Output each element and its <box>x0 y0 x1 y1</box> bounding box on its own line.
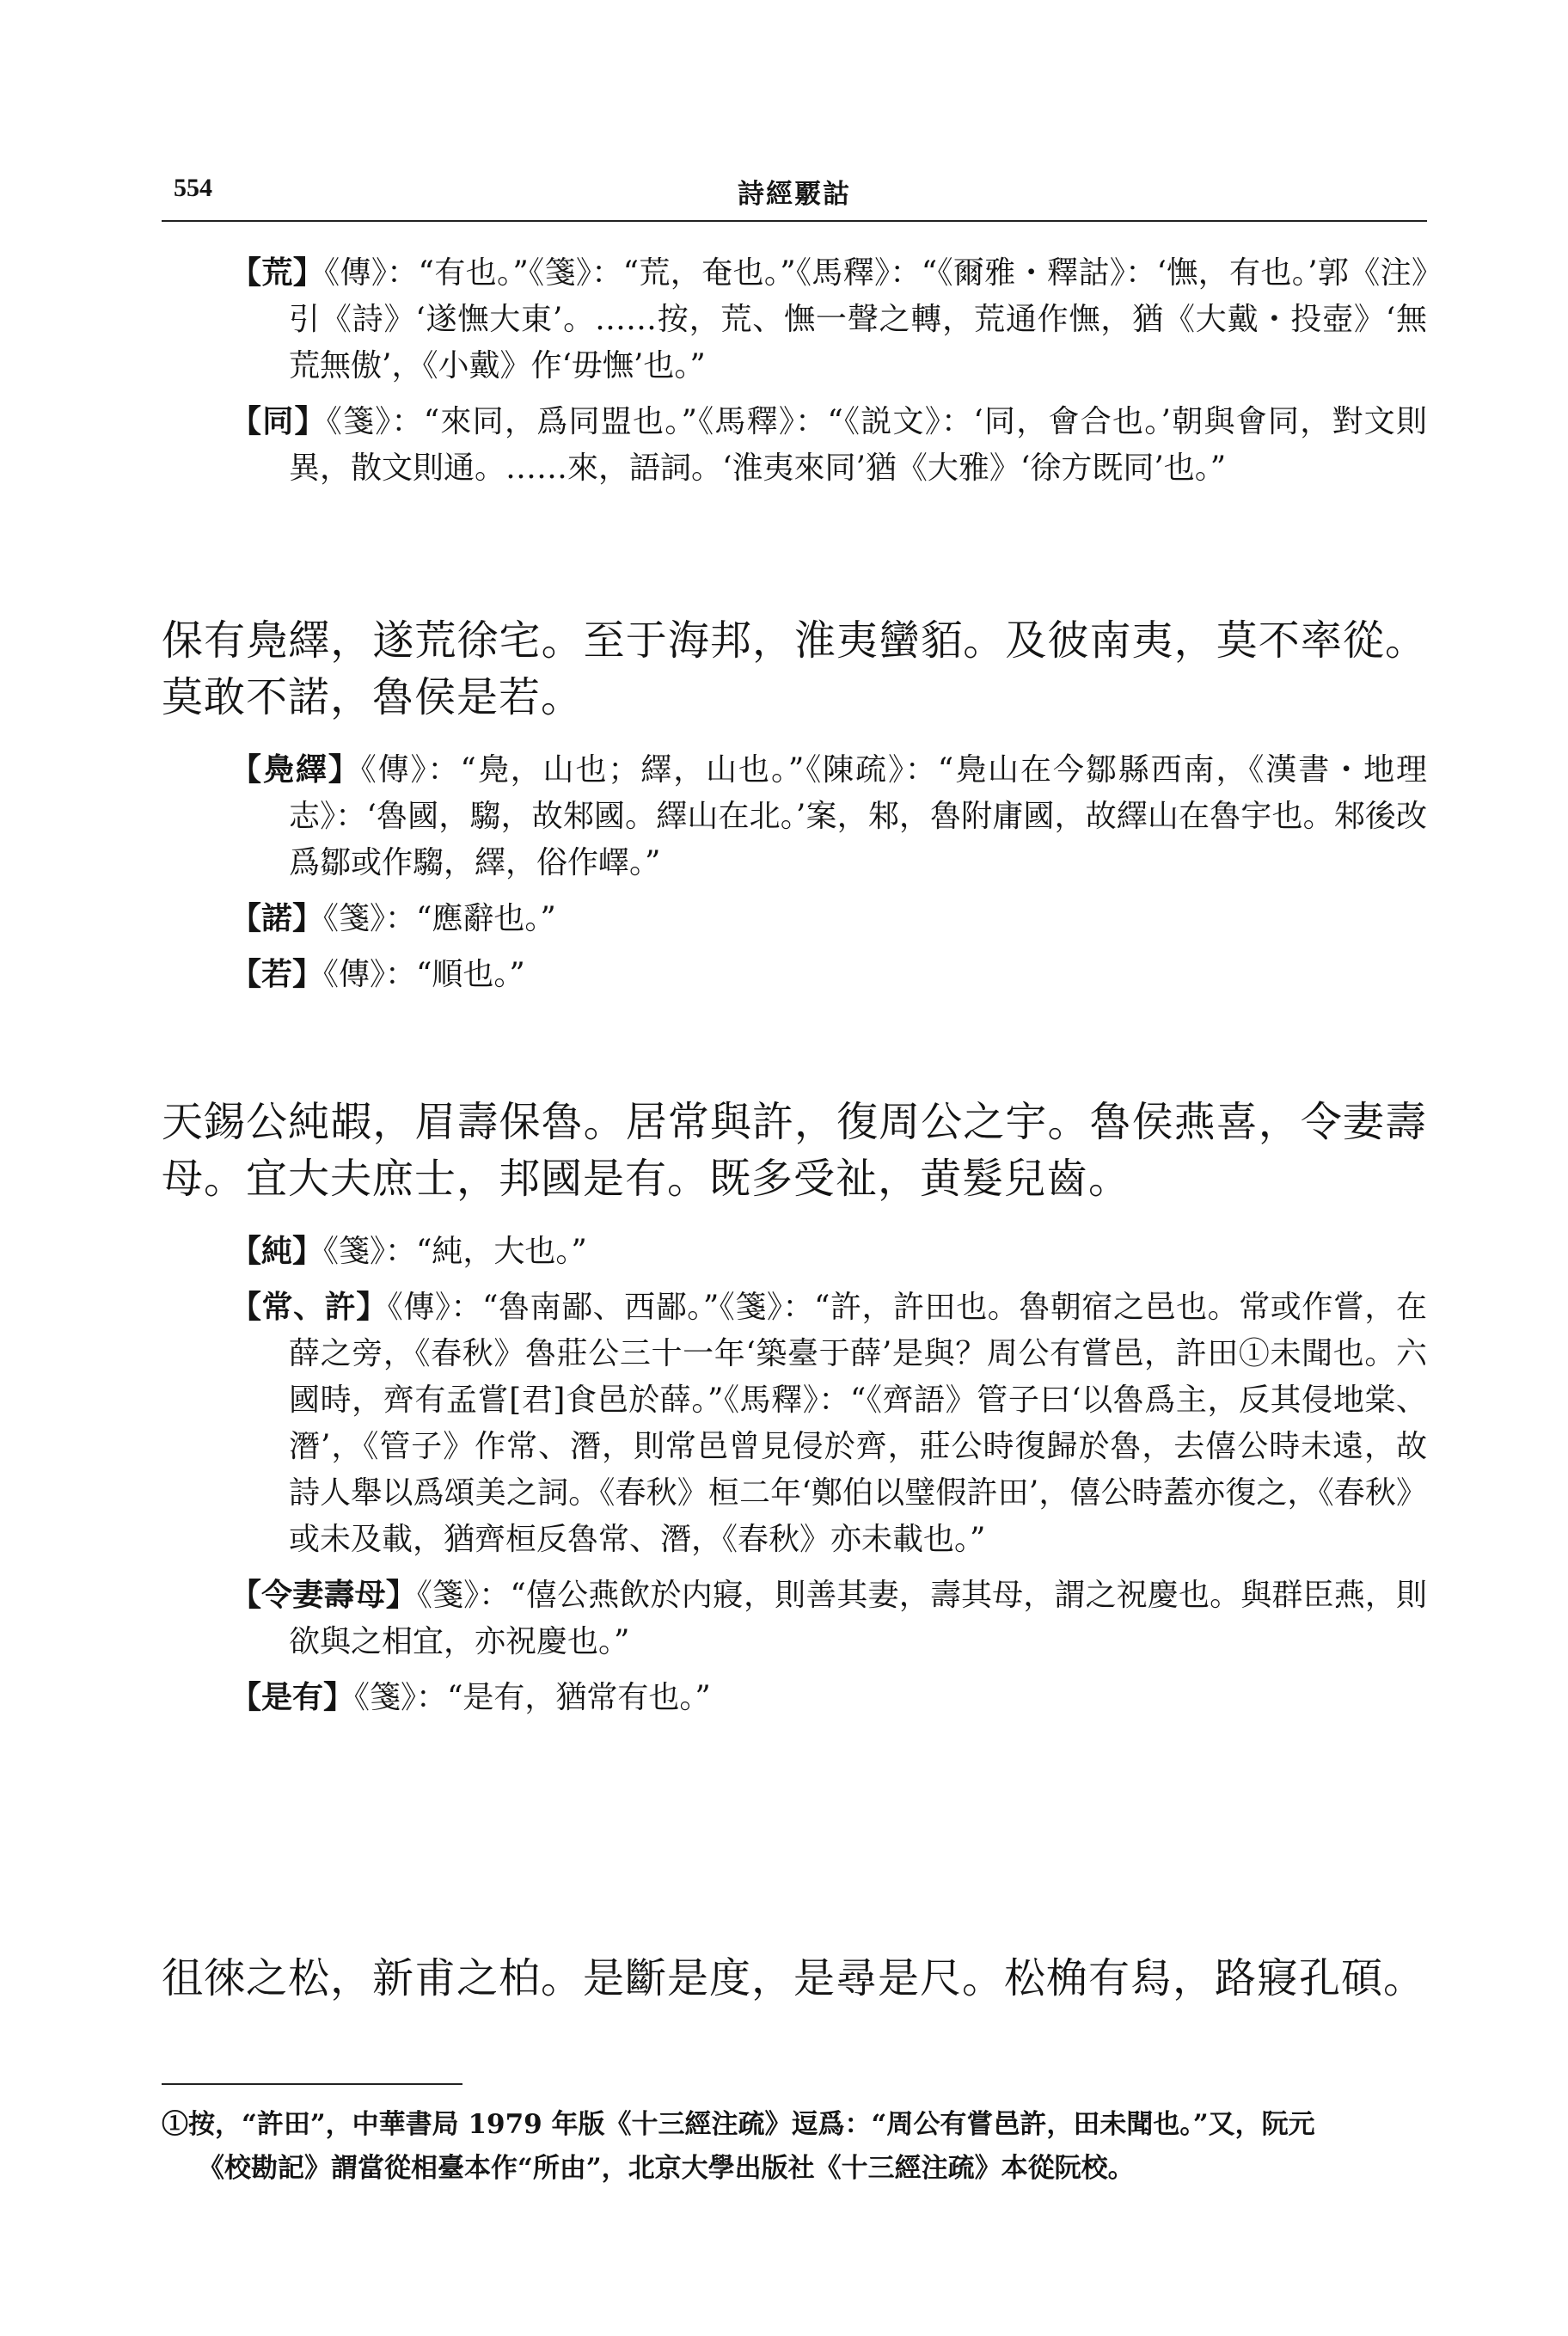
note-shiyou <box>230 1674 1427 1721</box>
note-text: 《傳》：“鳧，山也；繹，山也。”《陳疏》：“鳧山在今鄒縣西南，《漢書・地理志》：‘魯國，騶，故邾國。繹山在北。’案，邾，魯附庸國，故繹山在魯宇也。邾後改爲鄒或作騶，繹，俗作嶧。” <box>289 752 1427 880</box>
stanza-section-4 <box>162 1950 1427 2007</box>
notes-list <box>162 249 1427 492</box>
note-head: 【荒】 <box>230 254 325 291</box>
notes-list <box>162 1228 1427 1721</box>
note-text: 《箋》：“應辭也。” <box>323 901 556 936</box>
verse-text: 徂徠之松，新甫之柏。是斷是度，是尋是尺。松桷有舄，路寢孔碩。 <box>162 1954 1426 2002</box>
footnote <box>162 2103 1427 2191</box>
note-fuyi <box>230 746 1427 886</box>
note-head: 【常、許】 <box>230 1289 388 1325</box>
footnote-rule <box>162 2083 462 2085</box>
note-text: 《箋》：“僖公燕飲於内寢，則善其妻，壽其母，謂之祝慶也。與群臣燕，則欲與之相宜，亦祝慶也。” <box>289 1578 1427 1659</box>
note-nuo <box>230 895 1427 942</box>
stanza-section-3 <box>162 1094 1427 1730</box>
commentary-section-1 <box>162 249 1427 500</box>
page-header <box>162 169 1427 222</box>
note-head: 【令妻壽母】 <box>230 1577 417 1613</box>
note-lingqi-shoumu <box>230 1572 1427 1665</box>
note-tong <box>230 398 1427 492</box>
note-text: 《箋》：“是有，猶常有也。” <box>354 1680 711 1715</box>
note-chun <box>230 1228 1427 1275</box>
verse-text: 天錫公純嘏，眉壽保魯。居常與許，復周公之宇。魯侯燕喜，令妻壽母。宜大夫庶士，邦國是有。既多受祉，黄髮兒齒。 <box>162 1098 1427 1203</box>
note-head: 【諾】 <box>230 900 324 936</box>
note-text: 《傳》：“魯南鄙、西鄙。”《箋》：“許，許田也。魯朝宿之邑也。常或作嘗，在薛之旁，《春秋》魯莊公三十一年‘築臺于薛’是與？周公有嘗邑，許田①未聞也。六國時，齊有孟嘗[君]食邑於薛。”《馬釋》：“《齊語》管子曰‘以魯爲主，反其侵地棠、潛’，《管子》作常、潛，則常邑曾見侵於齊，莊公時復歸於魯，去僖公時未遠，故詩人舉以爲頌美之詞。《春秋》桓二年‘鄭伯以璧假許田’，僖公時蓋亦復之，《春秋》或未及載，猶齊桓反魯常、潛，《春秋》亦未載也。” <box>289 1290 1427 1557</box>
footnote-line-1: ①按，“許田”，中華書局 1979 年版《十三經注疏》逗爲：“周公有嘗邑許，田未聞也。”又，阮元 <box>162 2109 1315 2140</box>
note-huang <box>230 249 1427 389</box>
note-head: 【若】 <box>230 956 324 992</box>
note-text: 《傳》：“順也。” <box>323 957 525 992</box>
footnote-line-2: 《校勘記》謂當從相臺本作“所由”，北京大學出版社《十三經注疏》本從阮校。 <box>198 2153 1135 2184</box>
note-text: 《箋》：“來同，爲同盟也。”《馬釋》：“《説文》：‘同，會合也。’朝與會同，對文則異，散文則通。……來，語詞。‘淮夷來同’猶《大雅》‘徐方既同’也。” <box>289 404 1427 486</box>
stanza-section-2 <box>162 612 1427 1007</box>
verse-text: 保有鳧繹，遂荒徐宅。至于海邦，淮夷蠻貊。及彼南夷，莫不率從。莫敢不諾，魯侯是若。 <box>162 616 1427 721</box>
note-head: 【純】 <box>230 1233 324 1269</box>
note-head: 【鳧繹】 <box>230 751 361 788</box>
notes-list <box>162 746 1427 998</box>
note-text: 《箋》：“純，大也。” <box>323 1234 587 1269</box>
running-title: 詩經覈詁 <box>738 179 851 210</box>
note-head: 【同】 <box>230 403 327 439</box>
note-text: 《傳》：“有也。”《箋》：“荒，奄也。”《馬釋》：“《爾雅・釋詁》：‘憮，有也。’郭《注》引《詩》‘遂憮大東’。……按，荒、憮一聲之轉，荒通作憮，猶《大戴・投壺》‘無荒無傲’，《小戴》作‘毋憮’也。” <box>289 255 1427 383</box>
note-head: 【是有】 <box>230 1679 355 1715</box>
note-ruo <box>230 951 1427 998</box>
note-chang-xu <box>230 1284 1427 1563</box>
page-number: 554 <box>174 174 212 202</box>
